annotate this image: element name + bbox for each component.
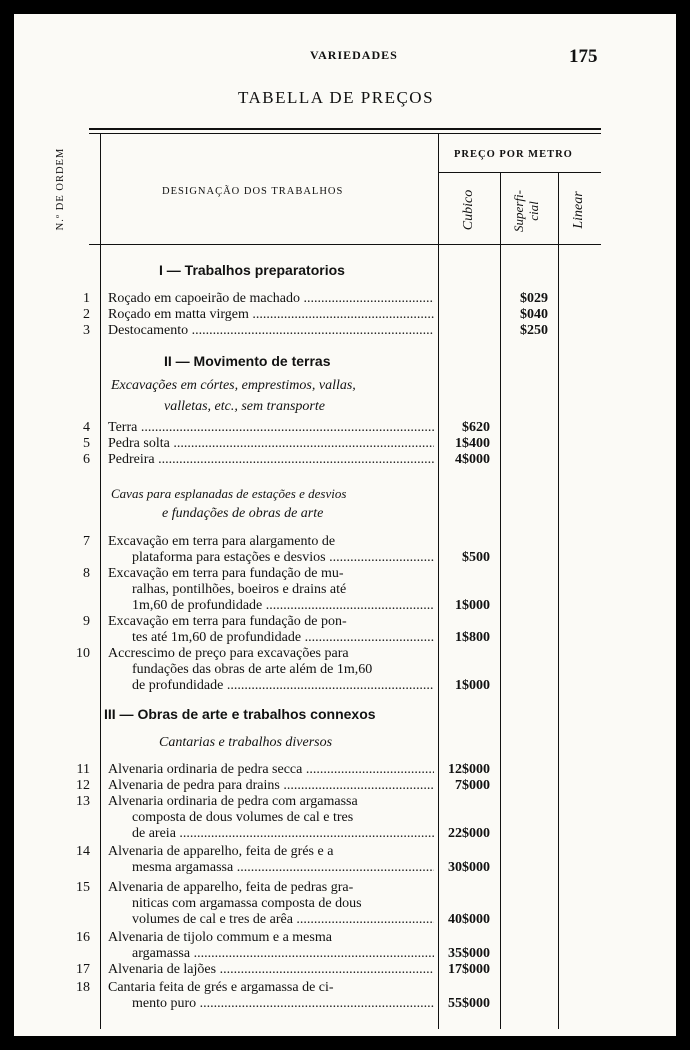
cubico-header: Cubico xyxy=(461,189,476,231)
cubico-price: 55$000 xyxy=(448,996,490,1011)
row-description: mento puro ..... xyxy=(132,996,434,1012)
cubico-column-rule xyxy=(438,134,439,1029)
price-header-rule xyxy=(438,172,601,173)
row-number: 4 xyxy=(83,420,90,435)
row-description: argamassa ..... xyxy=(132,946,434,962)
page-title: TABELLA DE PREÇOS xyxy=(238,88,435,107)
row-description: de profundidade ..... xyxy=(132,678,434,694)
table-top-rule xyxy=(89,128,601,130)
row-number: 10 xyxy=(76,646,90,661)
row-number: 13 xyxy=(76,794,90,809)
cubico-price: 4$000 xyxy=(455,452,490,467)
row-description: Excavação em terra para alargamento de xyxy=(108,534,336,549)
cubico-price: 1$400 xyxy=(455,436,490,451)
row-description: Roçado em matta virgem ..... xyxy=(108,307,434,323)
row-description: fundações das obras de arte além de 1m,60 xyxy=(132,662,373,677)
row-description: Terra ..... xyxy=(108,420,434,436)
row-description: Alvenaria ordinaria de pedra com argamassa xyxy=(108,794,358,809)
row-number: 15 xyxy=(76,880,90,895)
cubico-price: 1$000 xyxy=(455,598,490,613)
row-description: composta de dous volumes de cal e tres xyxy=(132,810,354,825)
row-description: plataforma para estações e desvios ..... xyxy=(132,550,434,566)
table-top-rule-thin xyxy=(89,133,601,134)
cubico-price: 12$000 xyxy=(448,762,490,777)
row-number: 3 xyxy=(83,323,90,338)
section-subtitle: Cavas para esplanadas de estações e desvios xyxy=(111,486,347,501)
section-subtitle: Excavações em córtes, emprestimos, vallas, xyxy=(111,378,356,393)
row-description: Accrescimo de preço para excavações para xyxy=(108,646,349,661)
row-number: 2 xyxy=(83,307,90,322)
cubico-price: $620 xyxy=(462,420,490,435)
row-description: Roçado em capoeirão de machado ..... xyxy=(108,291,434,307)
row-description: mesma argamassa ..... xyxy=(132,860,434,876)
row-description: 1m,60 de profundidade ..... xyxy=(132,598,434,614)
cubico-price: 7$000 xyxy=(455,778,490,793)
superficial-header: Superfi- cial xyxy=(511,190,541,232)
row-description: Excavação em terra para fundação de mu- xyxy=(108,566,344,581)
row-number: 17 xyxy=(76,962,90,977)
superficial-price: $040 xyxy=(520,307,548,322)
row-description: Alvenaria de apparelho, feita de grés e a xyxy=(108,844,334,859)
row-description: Pedra solta ..... xyxy=(108,436,434,452)
row-description: volumes de cal e tres de arêa ..... xyxy=(132,912,434,928)
row-number: 18 xyxy=(76,980,90,995)
cubico-price: $500 xyxy=(462,550,490,565)
row-number: 14 xyxy=(76,844,90,859)
section-heading: II — Movimento de terras xyxy=(164,353,331,369)
row-description: niticas com argamassa composta de dous xyxy=(132,896,362,911)
row-number: 5 xyxy=(83,436,90,451)
row-description: Alvenaria de tijolo commum e a mesma xyxy=(108,930,332,945)
row-number: 1 xyxy=(83,291,90,306)
preco-header: PREÇO POR METRO xyxy=(454,149,573,160)
row-description: Cantaria feita de grés e argamassa de ci- xyxy=(108,980,334,995)
row-description: Alvenaria de lajões ..... xyxy=(108,962,434,978)
linear-column-rule xyxy=(558,172,559,1029)
designacao-header: DESIGNAÇÃO DOS TRABALHOS xyxy=(162,186,344,197)
row-description: tes até 1m,60 de profundidade ..... xyxy=(132,630,434,646)
section-heading: I — Trabalhos preparatorios xyxy=(159,262,345,278)
ordem-column-rule xyxy=(100,134,101,1029)
row-description: de areia ..... xyxy=(132,826,434,842)
row-number: 12 xyxy=(76,778,90,793)
superficial-price: $029 xyxy=(520,291,548,306)
cubico-price: 35$000 xyxy=(448,946,490,961)
cubico-price: 1$000 xyxy=(455,678,490,693)
row-number: 7 xyxy=(83,534,90,549)
row-number: 9 xyxy=(83,614,90,629)
running-head: VARIEDADES xyxy=(310,48,398,62)
section-subtitle: Cantarias e trabalhos diversos xyxy=(159,735,333,750)
row-number: 11 xyxy=(76,762,90,777)
row-number: 6 xyxy=(83,452,90,467)
superficial-price: $250 xyxy=(520,323,548,338)
row-description: ralhas, pontilhões, boeiros e drains até xyxy=(132,582,347,597)
cubico-price: 40$000 xyxy=(448,912,490,927)
section-subtitle: e fundações de obras de arte xyxy=(162,506,324,521)
row-description: Alvenaria de apparelho, feita de pedras gra- xyxy=(108,880,354,895)
section-subtitle: valletas, etc., sem transporte xyxy=(164,399,325,414)
page-number: 175 xyxy=(569,46,598,67)
linear-header: Linear xyxy=(571,191,586,229)
row-description: Alvenaria de pedra para drains ..... xyxy=(108,778,434,794)
ordem-header: N.º DE ORDEM xyxy=(55,147,66,231)
cubico-price: 22$000 xyxy=(448,826,490,841)
row-number: 16 xyxy=(76,930,90,945)
cubico-price: 17$000 xyxy=(448,962,490,977)
row-description: Destocamento ..... xyxy=(108,323,434,339)
book-page xyxy=(14,14,676,1036)
section-heading: III — Obras de arte e trabalhos connexos xyxy=(104,706,376,722)
row-description: Excavação em terra para fundação de pon- xyxy=(108,614,347,629)
row-description: Pedreira ..... xyxy=(108,452,434,468)
row-number: 8 xyxy=(83,566,90,581)
cubico-price: 30$000 xyxy=(448,860,490,875)
cubico-price: 1$800 xyxy=(455,630,490,645)
row-description: Alvenaria ordinaria de pedra secca ..... xyxy=(108,762,434,778)
